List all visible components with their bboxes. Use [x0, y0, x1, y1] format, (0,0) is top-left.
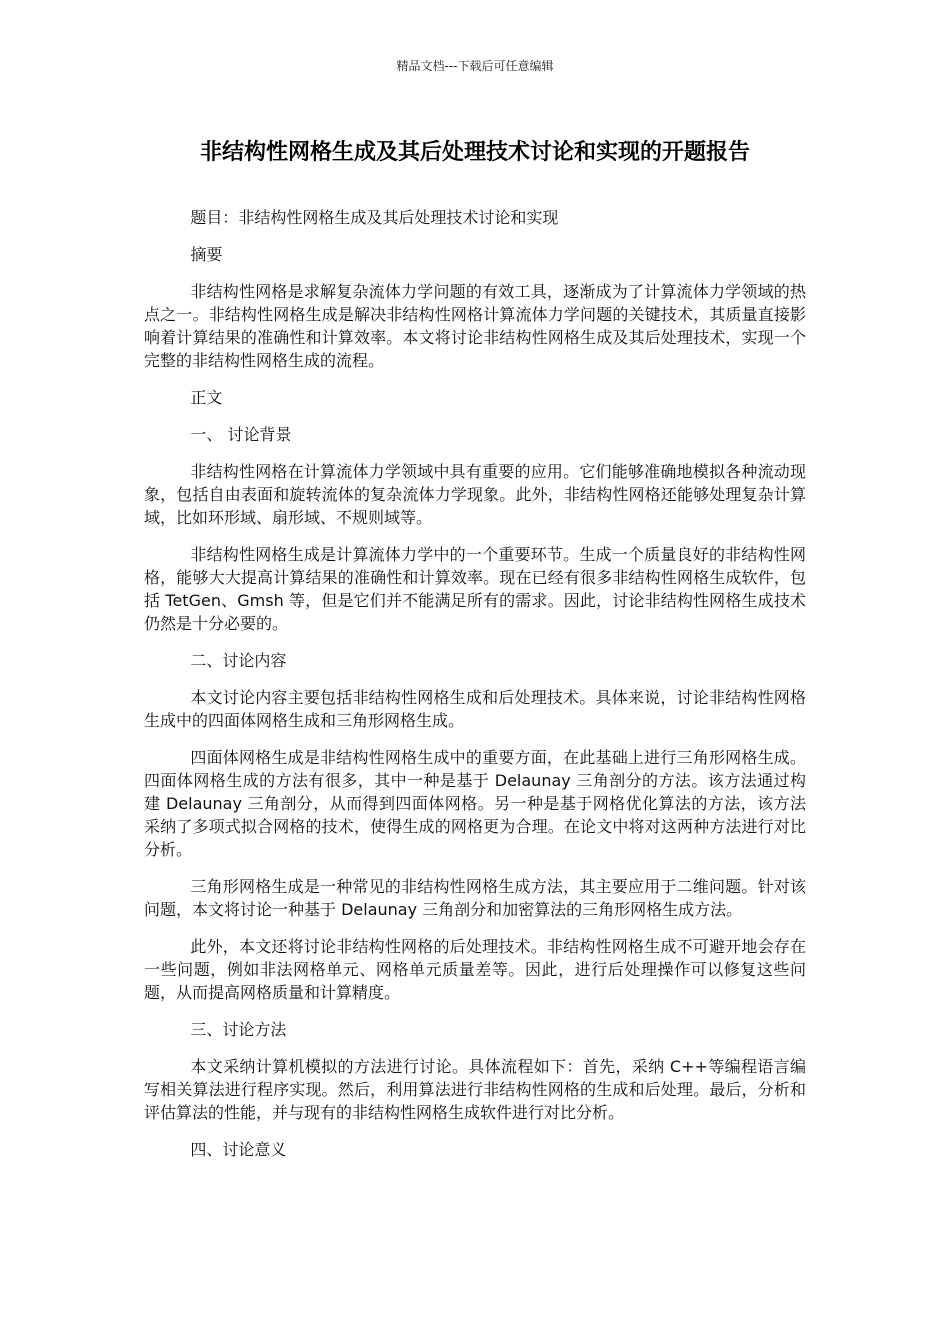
document-body: [144, 206, 806, 1175]
section-heading-background: 一、 讨论背景: [190, 425, 292, 444]
header-note: 精品文档---下载后可任意编辑: [396, 59, 554, 73]
content-paragraph-3: 三角形网格生成是一种常见的非结构性网格生成方法，其主要应用于二维问题。针对该问题，本文将讨论一种基于 Delaunay 三角剖分和加密算法的三角形网格生成方法。: [144, 877, 806, 919]
topic-line: 题目：非结构性网格生成及其后处理技术讨论和实现: [190, 208, 559, 227]
abstract-heading: 摘要: [190, 245, 223, 264]
abstract-paragraph: 非结构性网格是求解复杂流体力学问题的有效工具，逐渐成为了计算流体力学领域的热点之一。非结构性网格生成是解决非结构性网格计算流体力学问题的关键技术，其质量直接影响着计算结果的准确性和计算效率。本文将讨论非结构性网格生成及其后处理技术，实现一个完整的非结构性网格生成的流程。: [144, 282, 806, 370]
method-paragraph: 本文采纳计算机模拟的方法进行讨论。具体流程如下：首先，采纳 C++等编程语言编写相关算法进行程序实现。然后，利用算法进行非结构性网格的生成和后处理。最后，分析和评估算法的性能，并与现有的非结构性网格生成软件进行对比分析。: [144, 1057, 806, 1122]
body-heading: 正文: [190, 388, 223, 407]
content-paragraph-1: 本文讨论内容主要包括非结构性网格生成和后处理技术。具体来说，讨论非结构性网格生成中的四面体网格生成和三角形网格生成。: [144, 688, 806, 730]
section-heading-method: 三、讨论方法: [190, 1020, 287, 1039]
background-paragraph-1: 非结构性网格在计算流体力学领域中具有重要的应用。它们能够准确地模拟各种流动现象，包括自由表面和旋转流体的复杂流体力学现象。此外，非结构性网格还能够处理复杂计算域，比如环形域、扇形域、不规则域等。: [144, 462, 806, 527]
section-heading-significance: 四、讨论意义: [190, 1140, 287, 1159]
section-heading-content: 二、讨论内容: [190, 651, 287, 670]
content-paragraph-2: 四面体网格生成是非结构性网格生成中的重要方面，在此基础上进行三角形网格生成。四面体网格生成的方法有很多，其中一种是基于 Delaunay 三角剖分的方法。该方法通过构建 Delaunay 三角剖分，从而得到四面体网格。另一种是基于网格优化算法的方法，该方法采纳了多项式拟合网格的技术，使得生成的网格更为合理。在论文中将对这两种方法进行对比分析。: [144, 748, 806, 859]
content-paragraph-4: 此外，本文还将讨论非结构性网格的后处理技术。非结构性网格生成不可避开地会存在一些问题，例如非法网格单元、网格单元质量差等。因此，进行后处理操作可以修复这些问题，从而提高网格质量和计算精度。: [144, 937, 806, 1002]
document-title: 非结构性网格生成及其后处理技术讨论和实现的开题报告: [199, 140, 750, 165]
background-paragraph-2: 非结构性网格生成是计算流体力学中的一个重要环节。生成一个质量良好的非结构性网格，能够大大提高计算结果的准确性和计算效率。现在已经有很多非结构性网格生成软件，包括 TetGen、Gmsh 等，但是它们并不能满足所有的需求。因此，讨论非结构性网格生成技术仍然是十分必要的。: [144, 545, 806, 633]
